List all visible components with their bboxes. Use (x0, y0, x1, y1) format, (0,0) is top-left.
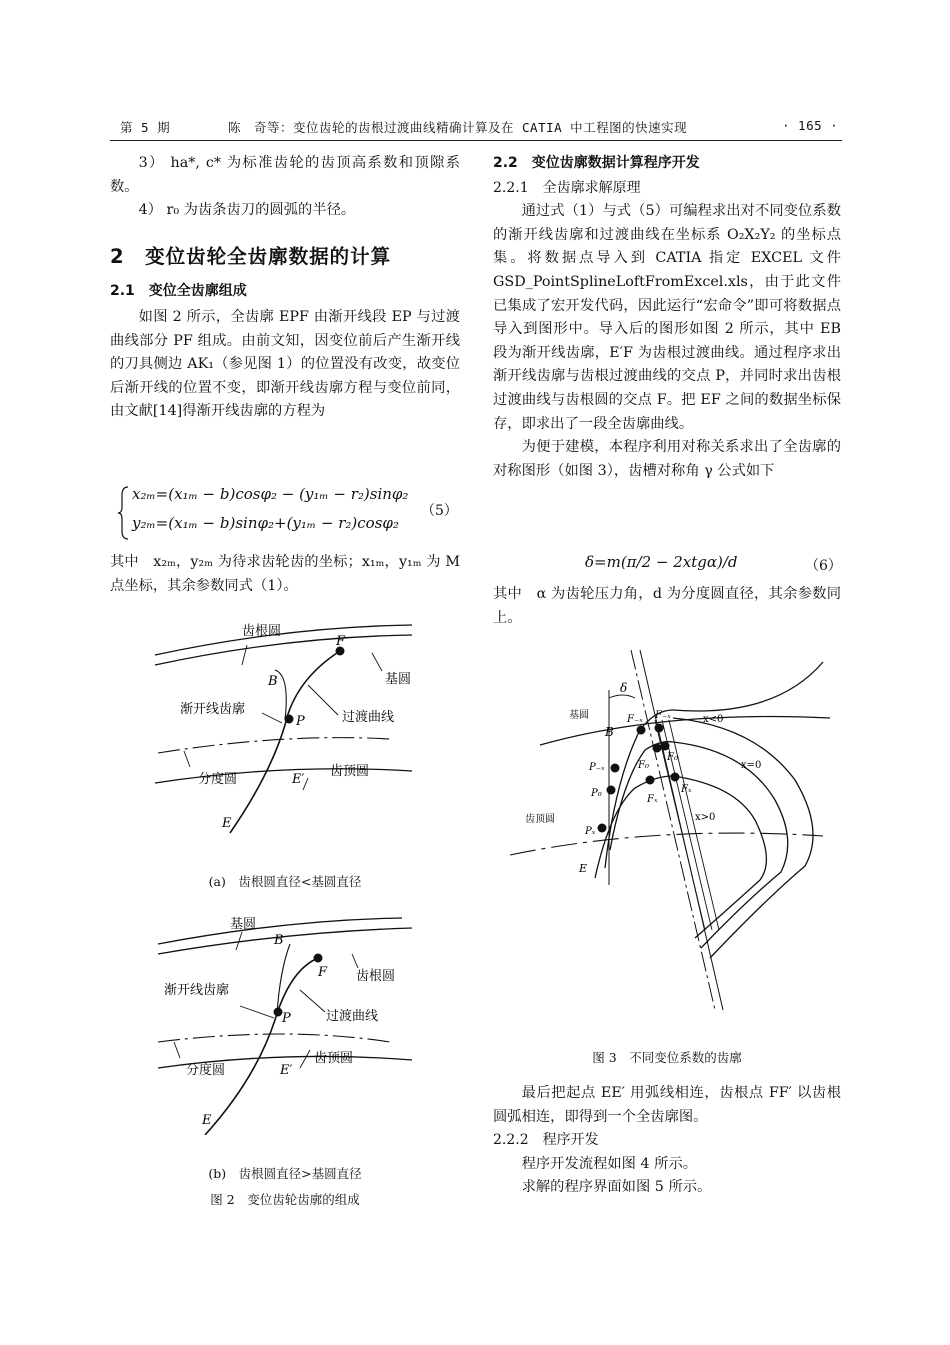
figure-2a (150, 615, 420, 840)
list-item-4: 4） r₀ 为齿条齿刀的圆弧的半径。 (138, 202, 356, 219)
point-F (314, 954, 323, 963)
label-P: P (282, 1011, 291, 1026)
label-tip-circle: 齿顶圆 (525, 814, 555, 825)
figure-2-caption: 图 2 变位齿轮齿廓的组成 (210, 1192, 360, 1207)
figure-3 (505, 640, 835, 1040)
label-B: B (268, 674, 278, 689)
label-base-circle: 基圆 (230, 917, 257, 932)
label-pitch-circle: 分度圆 (186, 1063, 226, 1078)
label-P: P (296, 714, 305, 729)
figure-3-caption: 图 3 不同变位系数的齿廓 (592, 1050, 742, 1065)
label-P0: P₀ (591, 788, 602, 799)
label-E: E (579, 862, 588, 875)
running-title: 陈 奇等：变位齿轮的齿根过渡曲线精确计算及在 CATIA 中工程图的快速实现 (228, 120, 688, 135)
paragraph-2-2-1: 通过式（1）与式（5）可编程求出对不同变位系数的渐开线齿廓和过渡曲线在坐标系 O₂X₂Y₂ 的坐标点集。将数据点导入到 CATIA 指定 EXCEL 文件 GSD_PointSplineLoftFromExcel.xls，由于此文件已集成了宏开发代码，因此运行“宏命令”即可将数据点导入到图形中。导入后的图形如图 2 所示，其中 EB 段为渐开线齿廓，E′F 为齿根过渡曲线。通过程序求出渐开线齿廓与齿根过渡曲线的交点 P，并同时求出齿根过渡曲线与齿根圆的交点 F。把 EF 之间的数据坐标保存，即求出了一段全齿廓曲线。 (493, 203, 841, 432)
label-involute: 渐开线齿廓 (180, 702, 246, 717)
label-E-prime: E′ (280, 1063, 293, 1078)
label-pitch-circle: 分度圆 (198, 772, 238, 787)
right-column-2 (493, 583, 841, 630)
section-heading-2: 2 变位齿轮全齿廓数据的计算 (110, 244, 392, 268)
figure-2b (150, 910, 420, 1135)
left-column-2 (110, 551, 460, 598)
label-transition: 过渡曲线 (342, 710, 395, 725)
label-F-minus-x-2: F₋ₓ (655, 710, 671, 721)
paragraph-closing-arc: 最后把起点 EE′ 用弧线相连，齿根点 FF′ 以齿根圆弧相连，即得到一个全齿廓图。 (493, 1085, 841, 1125)
figure-2a-caption: (a) 齿根圆直径<基圆直径 (208, 874, 362, 889)
label-tip-circle: 齿顶圆 (330, 764, 370, 779)
equation-5-line-2: y₂ₘ=(x₁ₘ − b)sinφ₂+(y₁ₘ − r₂)cosφ₂ (132, 514, 399, 532)
label-E-prime: E′ (292, 772, 305, 787)
label-Fx-2: Fₓ (681, 784, 692, 795)
label-F: F (336, 634, 346, 649)
label-F0: F₀ (638, 760, 649, 771)
equation-5 (118, 483, 463, 543)
label-F-minus-x: F₋ₓ (627, 714, 643, 725)
label-x-gt-0: x>0 (695, 812, 716, 823)
paragraph-interface: 求解的程序界面如图 5 所示。 (521, 1179, 712, 1196)
equation-5-line-1: x₂ₘ=(x₁ₘ − b)cosφ₂ − (y₁ₘ − r₂)sinφ₂ (132, 485, 409, 503)
label-base-circle: 基圆 (385, 672, 412, 687)
label-P-minus-x: P₋ₓ (589, 762, 605, 773)
label-involute: 渐开线齿廓 (164, 983, 230, 998)
right-column-3 (493, 1082, 841, 1200)
page-number: · 165 · (782, 118, 839, 133)
label-x-eq-0: x=0 (741, 760, 762, 771)
right-column (493, 152, 841, 483)
label-root-circle: 齿根圆 (356, 969, 396, 984)
label-Fx: Fₓ (647, 794, 658, 805)
paragraph-symmetry: 为便于建模，本程序利用对称关系求出了全齿廓的对称图形（如图 3），齿槽对称角 γ 公式如下 (493, 439, 841, 479)
label-Px: Pₓ (585, 826, 596, 837)
paragraph-eq5-definitions: 其中 x₂ₘ，y₂ₘ 为待求齿轮齿的坐标；x₁ₘ，y₁ₘ 为 M 点坐标，其余参数同式（1）。 (110, 554, 460, 594)
paragraph-eq6-definitions: 其中 α 为齿轮压力角，d 为分度圆直径，其余参数同上。 (493, 586, 841, 626)
header-rule (110, 140, 842, 141)
point-P (285, 715, 294, 724)
equation-5-number: （5） (421, 503, 458, 519)
label-E: E (202, 1113, 212, 1128)
section-heading-2-2-2: 2.2.2 程序开发 (493, 1132, 599, 1149)
label-E: E (222, 816, 232, 831)
section-heading-2-2-1: 2.2.1 全齿廓求解原理 (493, 179, 641, 196)
list-item-3: 3） ha*, c* 为标准齿轮的齿顶高系数和顶隙系数。 (110, 155, 460, 195)
journal-issue: 第 5 期 (120, 120, 171, 135)
equation-6-number: （6） (805, 558, 842, 574)
label-tip-circle: 齿顶圆 (314, 1051, 354, 1066)
section-heading-2-2: 2.2 变位齿廓数据计算程序开发 (493, 155, 700, 171)
label-F0-2: F₀ (667, 752, 678, 763)
label-root-circle: 齿根圆 (242, 624, 282, 639)
paragraph-flow: 程序开发流程如图 4 所示。 (521, 1155, 698, 1172)
left-column (110, 152, 460, 424)
label-x-lt-0: x<0 (703, 714, 724, 725)
section-heading-2-1: 2.1 变位全齿廓组成 (110, 283, 247, 300)
label-B: B (605, 725, 614, 739)
figure-2b-caption: (b) 齿根圆直径>基圆直径 (208, 1166, 362, 1181)
label-F: F (318, 965, 328, 980)
label-base-circle: 基圆 (569, 710, 589, 721)
paragraph-2-1: 如图 2 所示，全齿廓 EPF 由渐开线段 EP 与过渡曲线部分 PF 组成。由前文知，因变位前后产生渐开线的刀具侧边 AK₁（参见图 1）的位置没有改变，故变位后渐开线的位置不变，即渐开线齿廓方程与变位前同，由文献[14]得渐开线齿廓的方程为 (110, 308, 460, 420)
equation-6: δ=m(π/2 − 2xtgα)/d (585, 553, 738, 571)
label-delta: δ (620, 681, 628, 695)
label-B: B (274, 933, 284, 948)
label-transition: 过渡曲线 (326, 1009, 379, 1024)
